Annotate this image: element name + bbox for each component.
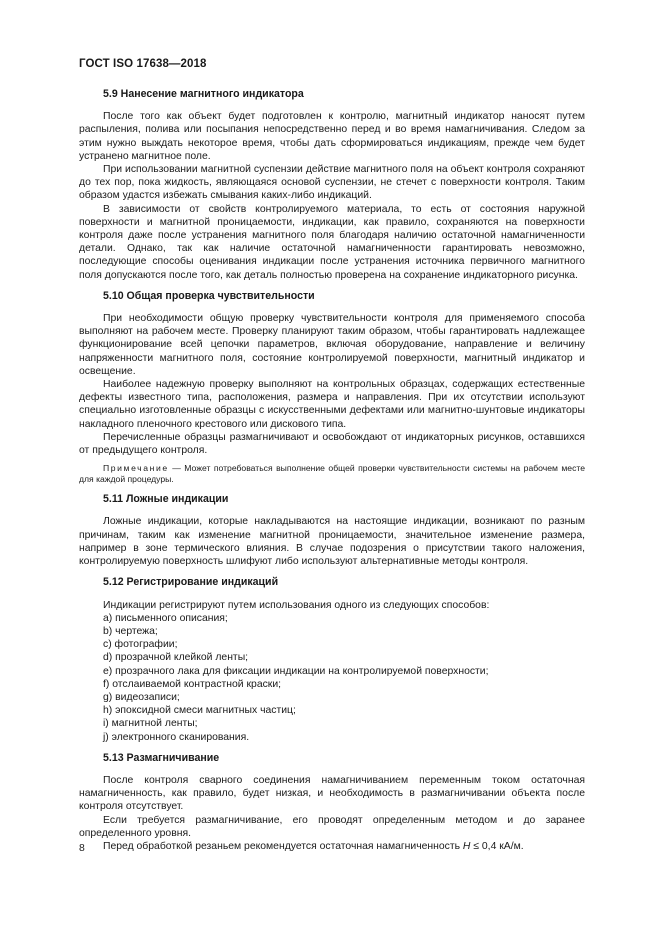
paragraph: После контроля сварного соединения намагничиванием переменным током остаточная намагниченность, как правило, будет низкая, и необходимость в размагничивании объекта после контроля отсутствует. <box>79 774 585 813</box>
paragraph: При использовании магнитной суспензии действие магнитного поля на объект контроля сохраняют до тех пор, пока жидкость, являющаяся основой суспензии, не стечет с поверхности контроля. Таким образом удастся избежать смывания каких-либо индикаций. <box>79 164 585 202</box>
section-title: 5.11 Ложные индикации <box>103 493 229 506</box>
list-item: d) прозрачной клейкой ленты; <box>103 652 249 664</box>
list-item: h) эпоксидной смеси магнитных частиц; <box>103 705 296 717</box>
recording-methods-list <box>79 599 585 744</box>
note-label: Примечание <box>103 463 169 474</box>
note <box>79 463 585 485</box>
paragraph: Если требуется размагничивание, его проводят определенным методом и до заранее определенного уровня. <box>79 814 585 839</box>
paragraph: В зависимости от свойств контролируемого материала, то есть от состояния наружной поверхности и магнитной проницаемости, индикации, как правило, сохраняются на поверхности контроля даже после устранения магнитного поля благодаря наличию остаточной намагниченности детали. Однако, так как наличие остаточной намагниченности гарантировать невозможно, последующие способы оценивания индикации после устранения источника первичного магнитного поля допускаются после того, как деталь полностью проверена на сохранение индикаторного рисунка. <box>79 203 585 281</box>
paragraph-text: Перед обработкой резаньем рекомендуется остаточная намагниченность <box>103 840 463 852</box>
paragraph-text: ≤ 0,4 кА/м. <box>470 840 524 852</box>
section-5-10 <box>79 290 585 485</box>
paragraph: После того как объект будет подготовлен к контролю, магнитный индикатор наносят путем распыления, полива или посыпания непосредственно перед и во время намагничивания. Следом за этим нужно выждать некоторое время, чтобы дать сформироваться индикациям, прежде чем будет устранено магнитное поле. <box>79 111 585 162</box>
list-item: e) прозрачного лака для фиксации индикации на контролируемой поверхности; <box>103 665 489 677</box>
paragraph: При необходимости общую проверку чувствительности контроля для применяемого способа выполняют на рабочем месте. Проверку планируют таким образом, чтобы гарантировать надлежащее функционирование всей цепочки параметров, включая оборудование, направление и величину напряженности магнитного поля, состояние контролируемой поверхности, магнитный индикатор и освещение. <box>79 313 585 377</box>
section-5-12 <box>79 576 585 743</box>
document-body <box>79 88 585 861</box>
paragraph <box>79 840 585 853</box>
variable-h: H <box>462 840 471 852</box>
list-item: j) электронного сканирования. <box>103 731 250 743</box>
list-item: i) магнитной ленты; <box>103 718 198 730</box>
list-item: g) видеозаписи; <box>103 691 180 703</box>
page-number: 8 <box>79 843 85 854</box>
section-title: 5.12 Регистрирование индикаций <box>103 576 279 589</box>
section-5-13 <box>79 752 585 853</box>
list-item: b) чертежа; <box>103 625 158 637</box>
section-title: 5.13 Размагничивание <box>103 751 220 764</box>
section-title: 5.9 Нанесение магнитного индикатора <box>103 88 304 100</box>
list-item: a) письменного описания; <box>103 612 228 624</box>
paragraph: Наиболее надежную проверку выполняют на контрольных образцах, содержащих естественные дефекты известного типа, расположения, размера и направления. При их отсутствии используют специально изготовленные образцы с искусственными дефектами или магнитно-шунтовые индикаторы накладного пленочного крестового или дискового типа. <box>79 379 585 430</box>
section-5-11 <box>79 493 585 568</box>
list-item: f) отслаиваемой контрастной краски; <box>103 678 282 690</box>
list-intro: Индикации регистрируют путем использования одного из следующих способов: <box>103 599 490 611</box>
list-item: c) фотографии; <box>103 639 178 651</box>
paragraph: Ложные индикации, которые накладываются на настоящие индикации, возникают по разным причинам, таким как изменение магнитной проницаемости, значительное изменение размера, например в зоне термического влияния. В случае подозрения о присутствии такого наложения, контролируемую поверхность шлифуют либо используют альтернативные методы контроля. <box>79 516 585 568</box>
paragraph: Перечисленные образцы размагничивают и освобождают от индикаторных рисунков, оставшихся от предыдущего контроля. <box>79 431 585 457</box>
section-title: 5.10 Общая проверка чувствительности <box>103 289 315 302</box>
note-text: — Может потребоваться выполнение общей проверки чувствительности системы на рабочем месте для каждой процедуры. <box>79 463 585 485</box>
section-5-9 <box>79 88 585 282</box>
document-header: ГОСТ ISO 17638—2018 <box>79 58 207 70</box>
